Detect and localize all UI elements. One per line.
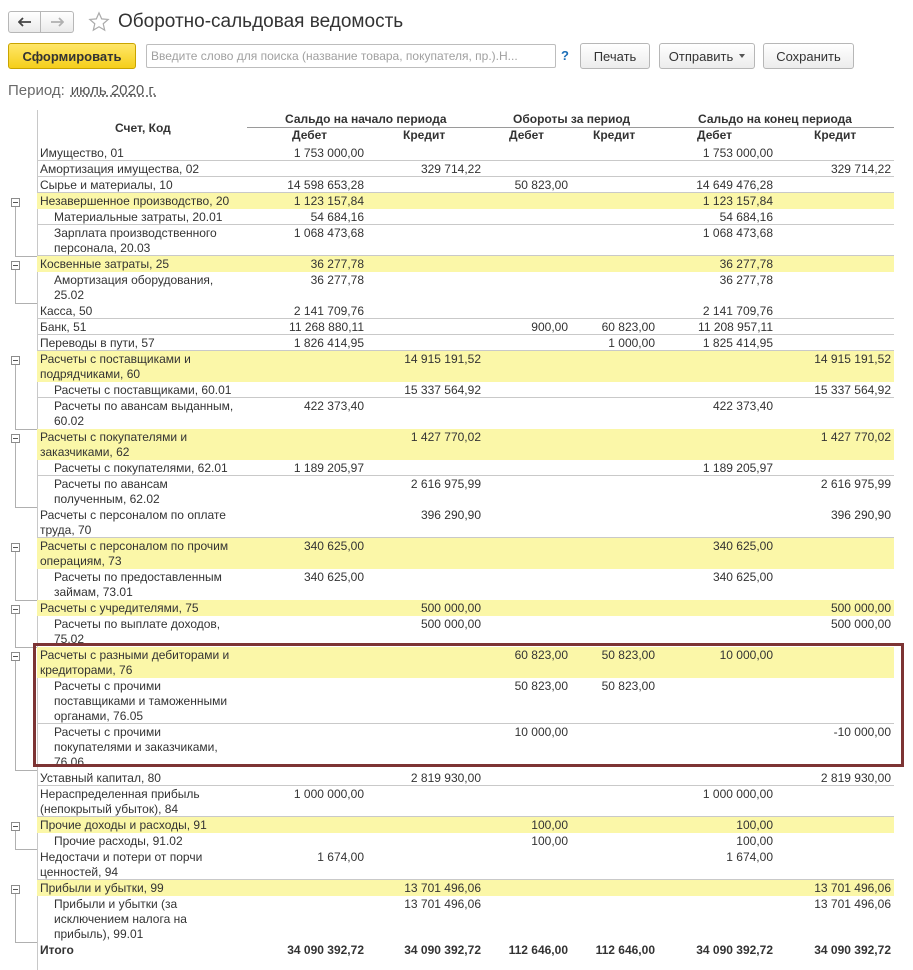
amount-cc: -10 000,00: [833, 725, 891, 739]
table-row[interactable]: [37, 145, 894, 161]
account-name: Имущество, 01: [40, 146, 124, 160]
collapse-icon[interactable]: [11, 261, 20, 270]
account-name: Расчеты с поставщиками и подрядчиками, 60: [40, 352, 191, 381]
amount-od: 1 753 000,00: [293, 146, 364, 160]
tree-line: [15, 894, 16, 942]
table-row[interactable]: [37, 880, 894, 896]
amount-oc: 13 701 496,06: [404, 897, 481, 911]
print-button[interactable]: Печать: [580, 43, 650, 69]
amount-cd: 1 753 000,00: [702, 146, 773, 160]
generate-button[interactable]: Сформировать: [8, 43, 136, 69]
tree-line-end: [15, 256, 37, 257]
account-name: Косвенные затраты, 25: [40, 257, 170, 271]
table-row[interactable]: [37, 161, 894, 177]
header-opening-debit: Дебет: [292, 128, 328, 142]
account-name: Расчеты с персоналом по прочим операциям, 73: [40, 539, 229, 568]
header-turnover-credit: Кредит: [593, 128, 636, 142]
account-name: Итого: [40, 943, 74, 957]
table-row[interactable]: [37, 177, 894, 193]
account-name: Расчеты с учредителями, 75: [40, 601, 199, 615]
collapse-icon[interactable]: [11, 543, 20, 552]
amount-td: 50 823,00: [514, 679, 568, 693]
account-name: Амортизация оборудования, 25.02: [54, 273, 214, 302]
table-row[interactable]: [37, 460, 894, 476]
amount-cd: 100,00: [736, 818, 773, 832]
amount-cd: 340 625,00: [712, 570, 773, 584]
header-divider: [247, 127, 894, 128]
amount-od: 2 141 709,76: [293, 304, 364, 318]
amount-oc: 15 337 564,92: [404, 383, 481, 397]
amount-td: 100,00: [531, 834, 568, 848]
amount-td: 50 823,00: [514, 178, 568, 192]
amount-cd: 1 189 205,97: [702, 461, 773, 475]
amount-oc: 1 427 770,02: [410, 430, 481, 444]
amount-oc: 34 090 392,72: [404, 943, 481, 957]
star-icon[interactable]: [88, 11, 110, 33]
amount-oc: 2 616 975,99: [410, 477, 481, 491]
amount-tc: 60 823,00: [601, 320, 655, 334]
account-name: Расчеты по авансам полученным, 62.02: [54, 477, 168, 506]
table-row[interactable]: [37, 770, 894, 786]
amount-cc: 13 701 496,06: [814, 897, 891, 911]
report-table: [0, 110, 913, 970]
amount-od: 11 268 880,11: [289, 320, 364, 334]
table-row[interactable]: [37, 382, 894, 398]
amount-td: 100,00: [531, 818, 568, 832]
account-name: Расчеты с персоналом по оплате труда, 70: [40, 508, 226, 537]
account-name: Переводы в пути, 57: [40, 336, 155, 350]
arrow-left-icon: [18, 17, 32, 27]
amount-od: 340 625,00: [303, 539, 364, 553]
page-title: Оборотно-сальдовая ведомость: [118, 11, 404, 32]
header-opening-credit: Кредит: [403, 128, 446, 142]
header-closing-credit: Кредит: [814, 128, 857, 142]
table-row[interactable]: [37, 569, 894, 600]
save-button[interactable]: Сохранить: [763, 43, 854, 69]
table-row[interactable]: [37, 896, 894, 942]
table-row[interactable]: [37, 351, 894, 382]
amount-cd: 1 123 157,84: [702, 194, 773, 208]
amount-od: 1 000 000,00: [293, 787, 364, 801]
header-opening: Сальдо на начало периода: [285, 112, 447, 126]
header-closing-debit: Дебет: [697, 128, 733, 142]
period-selector: [8, 82, 156, 99]
collapse-icon[interactable]: [11, 356, 20, 365]
tree-line-end: [15, 507, 37, 508]
amount-od: 1 123 157,84: [293, 194, 364, 208]
account-name: Банк, 51: [40, 320, 87, 334]
amount-od: 34 090 392,72: [287, 943, 364, 957]
table-row[interactable]: [37, 538, 894, 569]
account-name: Расчеты с поставщиками, 60.01: [54, 383, 232, 397]
amount-oc: 500 000,00: [420, 617, 481, 631]
table-row[interactable]: [37, 833, 894, 849]
table-row[interactable]: [37, 225, 894, 256]
amount-cd: 36 277,78: [719, 273, 773, 287]
tree-line: [15, 614, 16, 647]
table-row[interactable]: [37, 647, 894, 678]
account-name: Расчеты с прочими поставщиками и таможенными органами, 76.05: [54, 679, 228, 723]
amount-oc: 500 000,00: [420, 601, 481, 615]
table-row[interactable]: [37, 193, 894, 209]
forward-button[interactable]: [41, 11, 74, 33]
amount-cd: 1 825 414,95: [702, 336, 773, 350]
amount-cd: 36 277,78: [719, 257, 773, 271]
table-row[interactable]: [37, 817, 894, 833]
amount-od: 1 189 205,97: [293, 461, 364, 475]
amount-od: 14 598 653,28: [287, 178, 364, 192]
amount-cd: 340 625,00: [712, 539, 773, 553]
tree-line: [15, 552, 16, 600]
amount-od: 36 277,78: [310, 257, 364, 271]
table-row[interactable]: [37, 272, 894, 303]
send-button[interactable]: [659, 43, 755, 69]
total-row[interactable]: [37, 942, 894, 958]
amount-cc: 500 000,00: [830, 601, 891, 615]
account-name: Недостачи и потери от порчи ценностей, 94: [40, 850, 203, 879]
account-name: Сырье и материалы, 10: [40, 178, 173, 192]
account-name: Расчеты с покупателями, 62.01: [54, 461, 228, 475]
account-name: Незавершенное производство, 20: [40, 194, 230, 208]
account-name: Уставный капитал, 80: [40, 771, 161, 785]
tree-line: [15, 831, 16, 849]
tree-line: [15, 270, 16, 303]
amount-cd: 10 000,00: [719, 648, 773, 662]
tree-line-end: [15, 849, 37, 850]
amount-tc: 1 000,00: [608, 336, 655, 350]
account-name: Касса, 50: [40, 304, 93, 318]
header-turnover-debit: Дебет: [509, 128, 545, 142]
table-row[interactable]: [37, 319, 894, 335]
account-name: Материальные затраты, 20.01: [54, 210, 223, 224]
tree-line-end: [15, 942, 37, 943]
tree-line-end: [15, 429, 37, 430]
amount-cd: 1 068 473,68: [702, 226, 773, 240]
amount-od: 1 674,00: [317, 850, 364, 864]
amount-cd: 54 684,16: [719, 210, 773, 224]
table-row[interactable]: [37, 507, 894, 538]
account-name: Нераспределенная прибыль (непокрытый убыток), 84: [40, 787, 200, 816]
tree-line-end: [15, 600, 37, 601]
help-button[interactable]: ?: [561, 48, 569, 63]
account-name: Прибыли и убытки, 99: [40, 881, 164, 895]
tree-line-end: [15, 647, 37, 648]
search-input[interactable]: [146, 44, 556, 68]
amount-od: 1 826 414,95: [293, 336, 364, 350]
amount-cc: 34 090 392,72: [814, 943, 891, 957]
amount-cd: 34 090 392,72: [696, 943, 773, 957]
amount-cd: 14 649 476,28: [696, 178, 773, 192]
table-row[interactable]: [37, 256, 894, 272]
period-label: Период:: [8, 82, 65, 99]
amount-tc: 50 823,00: [601, 679, 655, 693]
amount-oc: 329 714,22: [420, 162, 481, 176]
amount-oc: 396 290,90: [420, 508, 481, 522]
collapse-icon[interactable]: [11, 605, 20, 614]
table-row[interactable]: [37, 476, 894, 507]
amount-cc: 14 915 191,52: [814, 352, 891, 366]
table-row[interactable]: [37, 429, 894, 460]
amount-cd: 1 674,00: [726, 850, 773, 864]
amount-cd: 11 208 957,11: [698, 320, 773, 334]
arrow-right-icon: [50, 17, 64, 27]
amount-cc: 396 290,90: [830, 508, 891, 522]
send-button-label: Отправить: [668, 48, 734, 64]
amount-cc: 2 819 930,00: [820, 771, 891, 785]
account-name: Расчеты с разными дебиторами и кредиторами, 76: [40, 648, 230, 677]
tree-line: [15, 443, 16, 507]
amount-oc: 2 819 930,00: [410, 771, 481, 785]
amount-od: 340 625,00: [303, 570, 364, 584]
account-name: Расчеты с покупателями и заказчиками, 62: [40, 430, 188, 459]
account-name: Зарплата производственного персонала, 20.03: [54, 226, 217, 255]
table-row[interactable]: [37, 724, 894, 770]
amount-oc: 14 915 191,52: [404, 352, 481, 366]
account-name: Расчеты по предоставленным займам, 73.01: [54, 570, 222, 599]
amount-cd: 422 373,40: [712, 399, 773, 413]
collapse-icon[interactable]: [11, 652, 20, 661]
collapse-icon[interactable]: [11, 434, 20, 443]
table-row[interactable]: [37, 600, 894, 616]
amount-cc: 15 337 564,92: [814, 383, 891, 397]
amount-od: 422 373,40: [303, 399, 364, 413]
header-account: Счет, Код: [115, 121, 171, 135]
table-row[interactable]: [37, 849, 894, 880]
table-row[interactable]: [37, 678, 894, 724]
table-row[interactable]: [37, 786, 894, 817]
amount-od: 1 068 473,68: [293, 226, 364, 240]
chevron-down-icon: [739, 54, 745, 58]
amount-td: 112 646,00: [508, 943, 568, 957]
account-name: Амортизация имущества, 02: [40, 162, 200, 176]
table-row[interactable]: [37, 398, 894, 429]
account-name: Расчеты по авансам выданным, 60.02: [54, 399, 234, 428]
tree-line: [15, 365, 16, 429]
amount-cd: 2 141 709,76: [702, 304, 773, 318]
back-button[interactable]: [8, 11, 41, 33]
collapse-icon[interactable]: [11, 822, 20, 831]
amount-td: 900,00: [531, 320, 568, 334]
table-row[interactable]: [37, 616, 894, 647]
amount-od: 36 277,78: [310, 273, 364, 287]
account-name: Прочие доходы и расходы, 91: [40, 818, 207, 832]
toolbar: [8, 43, 908, 69]
tree-line: [15, 207, 16, 256]
amount-tc: 112 646,00: [595, 943, 655, 957]
title-bar: [8, 9, 403, 35]
amount-cd: 100,00: [736, 834, 773, 848]
amount-cc: 1 427 770,02: [820, 430, 891, 444]
table-row[interactable]: [37, 209, 894, 225]
collapse-icon[interactable]: [11, 885, 20, 894]
amount-cd: 1 000 000,00: [702, 787, 773, 801]
amount-oc: 13 701 496,06: [404, 881, 481, 895]
period-value-link[interactable]: июль 2020 г.: [70, 82, 157, 99]
account-name: Расчеты по выплате доходов, 75.02: [54, 617, 221, 646]
amount-tc: 50 823,00: [601, 648, 655, 662]
amount-td: 10 000,00: [514, 725, 568, 739]
tree-line-end: [15, 770, 37, 771]
header-closing: Сальдо на конец периода: [698, 112, 852, 126]
tree-line: [15, 661, 16, 770]
account-name: Прибыли и убытки (за исключением налога на прибыль), 99.01: [54, 897, 187, 941]
amount-cc: 2 616 975,99: [820, 477, 891, 491]
collapse-icon[interactable]: [11, 198, 20, 207]
amount-td: 60 823,00: [514, 648, 568, 662]
tree-line-end: [15, 303, 37, 304]
account-name: Прочие расходы, 91.02: [54, 834, 183, 848]
amount-cc: 329 714,22: [830, 162, 891, 176]
account-name: Расчеты с прочими покупателями и заказчиками, 76.06: [54, 725, 218, 769]
amount-cc: 500 000,00: [830, 617, 891, 631]
table-row[interactable]: [37, 303, 894, 319]
amount-cc: 13 701 496,06: [814, 881, 891, 895]
table-row[interactable]: [37, 335, 894, 351]
header-turnover: Обороты за период: [513, 112, 631, 126]
amount-od: 54 684,16: [310, 210, 364, 224]
